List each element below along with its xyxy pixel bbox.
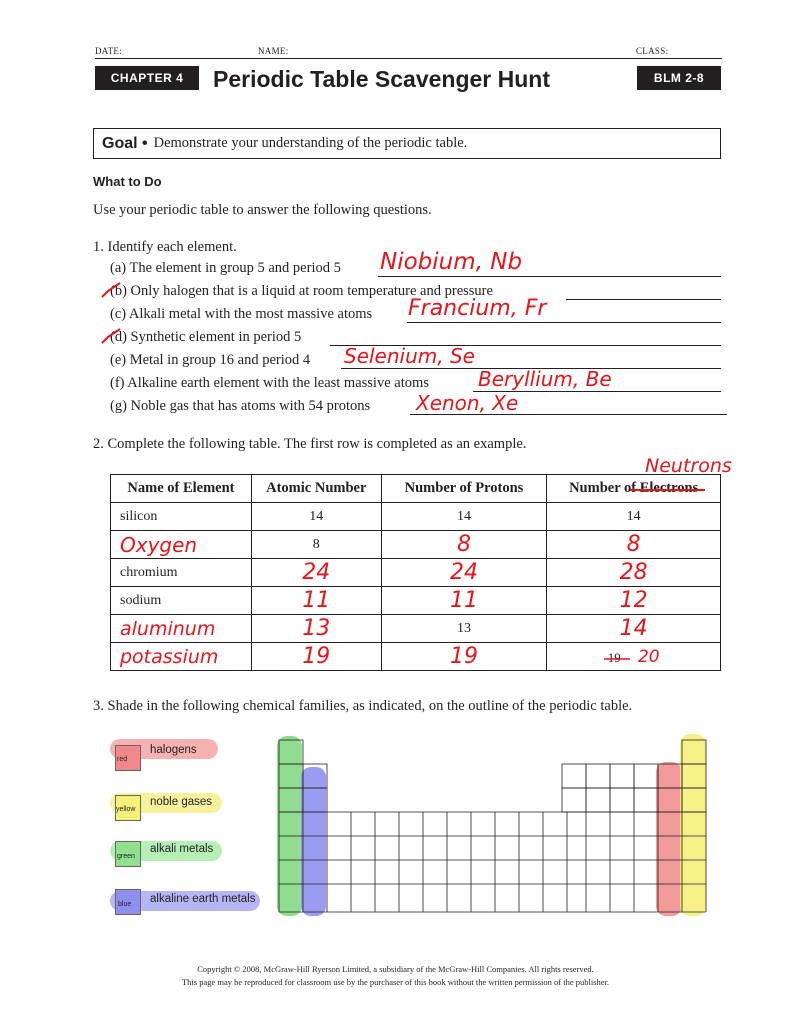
page-title: Periodic Table Scavenger Hunt bbox=[213, 66, 551, 92]
cell-name[interactable] bbox=[111, 615, 252, 643]
cell-protons-hw: 19 bbox=[449, 644, 478, 669]
cell-name: chromium bbox=[111, 559, 252, 587]
q3-prompt: 3. Shade in the following chemical families, as indicated, on the outline of the periodic table. bbox=[93, 698, 633, 714]
q1-item-g: (g) Noble gas that has atoms with 54 protons bbox=[110, 398, 371, 414]
check-mark-d bbox=[102, 329, 120, 343]
cell-atomic-hw: 19 bbox=[302, 644, 331, 669]
cell-third-hw: 8 bbox=[626, 532, 641, 557]
legend bbox=[110, 735, 260, 920]
table-grid bbox=[279, 740, 706, 912]
q1-line-a[interactable] bbox=[378, 276, 721, 277]
cell-name-hw: aluminum bbox=[120, 617, 216, 640]
cell-name-hw: Oxygen bbox=[120, 532, 198, 557]
q1-prompt: 1. Identify each element. bbox=[93, 239, 237, 255]
cell-protons-hw: 24 bbox=[449, 560, 478, 585]
cell-name: sodium bbox=[111, 587, 252, 615]
name-label: NAME: bbox=[258, 46, 289, 56]
q1-answer-a: Niobium, Nb bbox=[380, 249, 523, 275]
cell-name[interactable] bbox=[111, 643, 252, 671]
what-to-do-heading: What to Do bbox=[93, 174, 162, 189]
header-rule bbox=[95, 58, 722, 59]
table-row bbox=[111, 615, 721, 643]
q1-item-c: (c) Alkali metal with the most massive atoms bbox=[110, 306, 373, 322]
table-header-row bbox=[111, 475, 721, 503]
legend-label-alkaline-earth: alkaline earth metals bbox=[150, 893, 256, 905]
goal-label: Goal • bbox=[102, 134, 148, 152]
cell-protons: 14 bbox=[381, 503, 547, 531]
q1-answer-e: Selenium, Se bbox=[344, 344, 475, 368]
check-mark-b bbox=[102, 283, 120, 297]
cell-atomic: 14 bbox=[251, 503, 381, 531]
q2-prompt: 2. Complete the following table. The first row is completed as an example. bbox=[93, 436, 527, 452]
cell-third-struck-text: 19 bbox=[607, 649, 621, 665]
header-protons: Number of Protons bbox=[381, 475, 547, 503]
cell-third[interactable] bbox=[547, 531, 721, 559]
cell-protons[interactable] bbox=[381, 559, 547, 587]
cell-protons-hw: 11 bbox=[449, 588, 478, 613]
blm-badge: BLM 2-8 bbox=[637, 66, 721, 90]
cell-atomic[interactable] bbox=[251, 587, 381, 615]
cell-atomic[interactable] bbox=[251, 615, 381, 643]
table-row bbox=[111, 643, 721, 671]
cell-third-hw: 14 bbox=[619, 616, 648, 641]
cell-third-hw: 12 bbox=[619, 588, 648, 613]
cell-protons: 13 bbox=[381, 615, 547, 643]
footer-copyright: Copyright © 2008, McGraw-Hill Ryerson Limited, a subsidiary of the McGraw-Hill Companies. All rights reserved. bbox=[197, 964, 594, 974]
noble-gas-shading bbox=[680, 734, 706, 916]
header-name: Name of Element bbox=[111, 475, 252, 503]
table-row bbox=[111, 559, 721, 587]
header-electrons bbox=[547, 475, 721, 503]
swatch-label-red: red bbox=[117, 756, 128, 763]
q1-item-f: (f) Alkaline earth element with the least massive atoms bbox=[110, 375, 429, 391]
cell-third[interactable] bbox=[547, 615, 721, 643]
table-row bbox=[111, 587, 721, 615]
cell-atomic[interactable] bbox=[251, 643, 381, 671]
q1-item-e: (e) Metal in group 16 and period 4 bbox=[110, 352, 311, 368]
cell-third[interactable] bbox=[547, 643, 721, 671]
q1-item-d: (d) Synthetic element in period 5 bbox=[110, 329, 302, 345]
legend-label-alkali: alkali metals bbox=[150, 843, 214, 855]
cell-protons-hw: 8 bbox=[456, 532, 471, 557]
cell-protons[interactable] bbox=[381, 643, 547, 671]
cell-atomic-hw: 24 bbox=[302, 560, 331, 585]
goal-box bbox=[93, 128, 721, 159]
legend-label-halogens: halogens bbox=[150, 744, 197, 756]
cell-atomic-hw: 13 bbox=[302, 616, 331, 641]
periodic-table-outline bbox=[272, 732, 712, 918]
cell-third[interactable] bbox=[547, 559, 721, 587]
cell-name[interactable] bbox=[111, 531, 252, 559]
goal-text: Demonstrate your understanding of the periodic table. bbox=[153, 135, 468, 151]
q1-item-b: (b) Only halogen that is a liquid at room temperature and pressure bbox=[110, 283, 493, 299]
cell-third-struck bbox=[608, 650, 624, 665]
instructions: Use your periodic table to answer the following questions. bbox=[93, 202, 432, 218]
date-label: DATE: bbox=[95, 46, 122, 56]
cell-third[interactable] bbox=[547, 587, 721, 615]
electrons-strike bbox=[630, 488, 705, 492]
q1-answer-f: Beryllium, Be bbox=[478, 367, 612, 391]
struck-line bbox=[604, 657, 630, 661]
alkali-shading bbox=[277, 736, 302, 916]
halogen-shading bbox=[656, 762, 682, 916]
header-atomic: Atomic Number bbox=[251, 475, 381, 503]
cell-third-hw: 20 bbox=[637, 646, 660, 667]
swatch-label-green: green bbox=[117, 853, 135, 860]
cell-atomic[interactable] bbox=[251, 559, 381, 587]
check-marks bbox=[100, 282, 122, 346]
cell-third-hw: 28 bbox=[619, 560, 648, 585]
cell-name: silicon bbox=[111, 503, 252, 531]
element-table bbox=[110, 474, 721, 671]
q1-answer-c: Francium, Fr bbox=[408, 296, 547, 321]
q1-line-b[interactable] bbox=[566, 299, 721, 300]
swatch-label-blue: blue bbox=[118, 901, 132, 908]
class-label: CLASS: bbox=[636, 46, 669, 56]
cell-protons[interactable] bbox=[381, 531, 547, 559]
q1-line-c[interactable] bbox=[407, 322, 721, 323]
table-row bbox=[111, 503, 721, 531]
footer-permission: This page may be reproduced for classroom use by the purchaser of this book without the written permission of the publisher. bbox=[181, 977, 610, 987]
grid-rows bbox=[279, 812, 706, 912]
cell-atomic: 8 bbox=[251, 531, 381, 559]
chapter-badge: CHAPTER 4 bbox=[95, 66, 199, 90]
cell-third: 14 bbox=[547, 503, 721, 531]
legend-label-noble-gases: noble gases bbox=[150, 796, 213, 808]
cell-name-hw: potassium bbox=[120, 645, 219, 668]
q1-item-a: (a) The element in group 5 and period 5 bbox=[110, 260, 341, 276]
swatch-label-yellow: yellow bbox=[116, 806, 136, 813]
neutrons-correction: Neutrons bbox=[645, 455, 732, 477]
table-row bbox=[111, 531, 721, 559]
cell-protons[interactable] bbox=[381, 587, 547, 615]
header-electrons-text: Number of Electrons bbox=[569, 480, 699, 496]
q1-answer-g: Xenon, Xe bbox=[416, 391, 519, 415]
alkaline-earth-shading bbox=[301, 767, 326, 916]
cell-atomic-hw: 11 bbox=[302, 588, 331, 613]
